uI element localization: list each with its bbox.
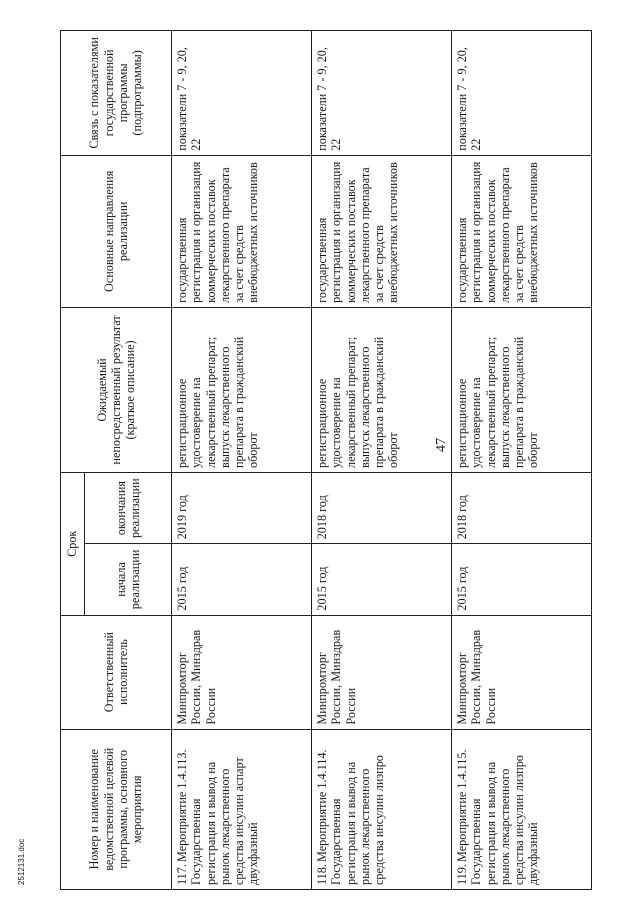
start-cell: 2015 год bbox=[312, 544, 452, 615]
end-cell: 2018 год bbox=[452, 473, 592, 544]
start-cell: 2015 год bbox=[172, 544, 312, 615]
header-event: Номер и наименование ведомственной целевой программы, основного мероприятия bbox=[61, 729, 172, 889]
result-cell: регистрационное удостоверение на лекарственный препарат; выпуск лекарственного препарата в гражданский оборот bbox=[452, 307, 592, 472]
directions-cell: государственная регистрация и организация коммерческих поставок лекарственного препарата за счет средств внебюджетных источников bbox=[452, 155, 592, 307]
header-result: Ожидаемый непосредственный результат (краткое описание) bbox=[61, 307, 172, 472]
header-end: окончания реализации bbox=[85, 473, 172, 544]
row-number: 119. bbox=[455, 864, 469, 885]
executor-cell: Минпромторг России, Минздрав России bbox=[312, 615, 452, 729]
event-name: Мероприятие 1.4.114. Государственная регистрация и вывод на рынок лекарственного средства инсулин лизпро bbox=[315, 749, 387, 885]
event-name: Мероприятие 1.4.113. Государственная регистрация и вывод на рынок лекарственного средства инсулин аспарт двухфазный bbox=[175, 749, 261, 885]
link-cell: показатели 7 - 9, 20, 22 bbox=[172, 31, 312, 156]
directions-cell: государственная регистрация и организация коммерческих поставок лекарственного препарата за счет средств внебюджетных источников bbox=[312, 155, 452, 307]
row-number: 117. bbox=[175, 864, 189, 885]
header-executor: Ответственный исполнитель bbox=[61, 615, 172, 729]
event-cell bbox=[172, 729, 312, 889]
program-events-table bbox=[60, 30, 592, 890]
header-directions: Основные направления реализации bbox=[61, 155, 172, 307]
executor-cell: Минпромторг России, Минздрав России bbox=[452, 615, 592, 729]
event-name: Мероприятие 1.4.115. Государственная регистрация и вывод на рынок лекарственного средства инсулин лизпро двухфазный bbox=[455, 749, 541, 885]
result-cell: регистрационное удостоверение на лекарственный препарат; выпуск лекарственного препарата в гражданский оборот bbox=[312, 307, 452, 472]
header-link: Связь с показателями государственной программы (подпрограммы) bbox=[61, 31, 172, 156]
page-number: 47 bbox=[434, 438, 449, 452]
event-cell bbox=[452, 729, 592, 889]
footer-document-code: 2512131.doc bbox=[17, 838, 26, 885]
header-term: Срок bbox=[61, 473, 85, 616]
rotated-table-sheet bbox=[60, 30, 630, 890]
link-cell: показатели 7 - 9, 20, 22 bbox=[452, 31, 592, 156]
link-cell: показатели 7 - 9, 20, 22 bbox=[312, 31, 452, 156]
table-row bbox=[172, 31, 312, 890]
table-row bbox=[452, 31, 592, 890]
table-header bbox=[61, 31, 172, 890]
table-row bbox=[312, 31, 452, 890]
header-start: начала реализации bbox=[85, 544, 172, 615]
event-cell bbox=[312, 729, 452, 889]
row-number: 118. bbox=[315, 864, 329, 885]
end-cell: 2018 год bbox=[312, 473, 452, 544]
result-cell: регистрационное удостоверение на лекарственный препарат; выпуск лекарственного препарата в гражданский оборот bbox=[172, 307, 312, 472]
end-cell: 2019 год bbox=[172, 473, 312, 544]
executor-cell: Минпромторг России, Минздрав России bbox=[172, 615, 312, 729]
directions-cell: государственная регистрация и организация коммерческих поставок лекарственного препарата за счет средств внебюджетных источников bbox=[172, 155, 312, 307]
start-cell: 2015 год bbox=[452, 544, 592, 615]
